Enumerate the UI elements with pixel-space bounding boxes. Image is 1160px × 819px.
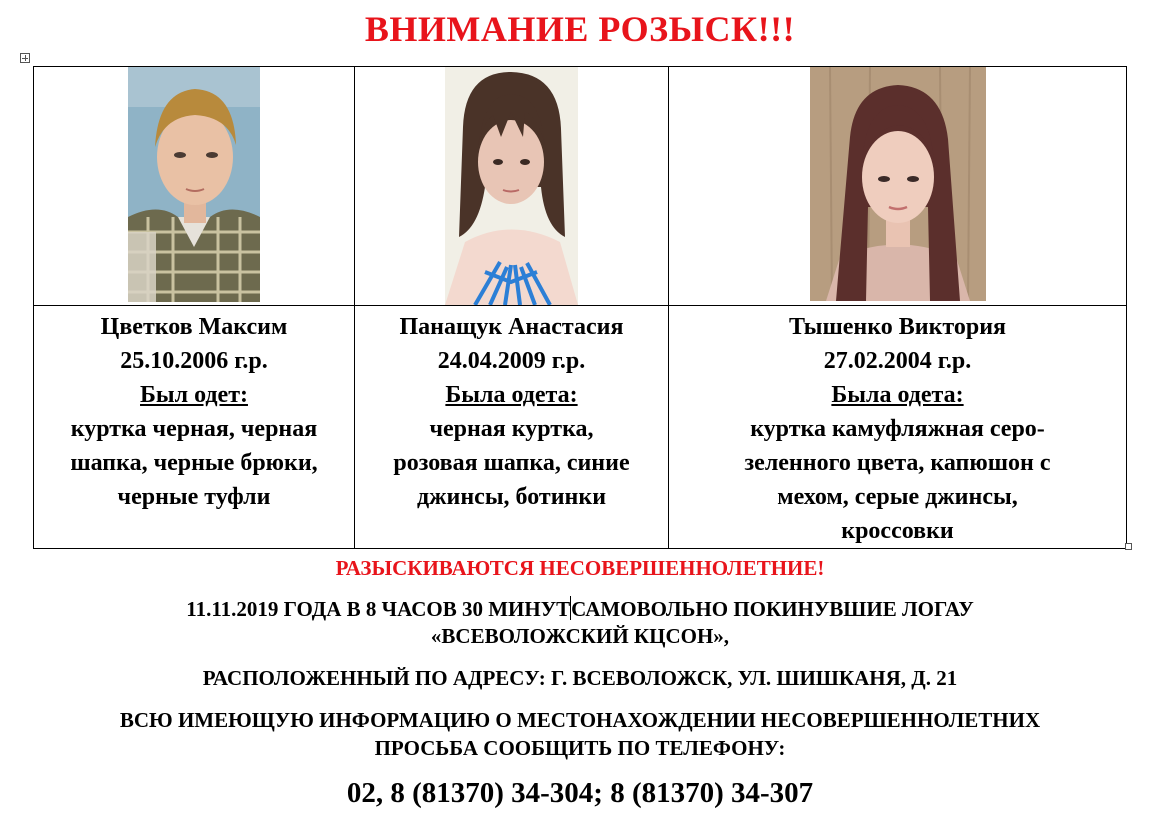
- info-cell-3: [669, 306, 1127, 549]
- notice-line-1a: 11.11.2019 ГОДА В 8 ЧАСОВ 30 МИНУТ: [186, 597, 571, 621]
- person-dob: 27.02.2004 г.р.: [823, 348, 972, 374]
- missing-persons-table: [33, 66, 1127, 549]
- info-cell-1: [34, 306, 355, 549]
- clothing-line: розовая шапка, синие: [393, 450, 630, 476]
- clothing-label: Была одета:: [831, 382, 964, 408]
- clothing-label: Был одет:: [140, 382, 248, 408]
- clothing-label: Была одета:: [445, 382, 578, 408]
- clothing-line: джинсы, ботинки: [416, 484, 607, 510]
- photo-cell-2: [355, 67, 669, 306]
- clothing-line: черная куртка,: [429, 416, 594, 442]
- phone-numbers: 02, 8 (81370) 34-304; 8 (81370) 34-307: [346, 777, 814, 809]
- clothing-line: зеленного цвета, капюшон с: [744, 450, 1051, 476]
- person-name: Панащук Анастасия: [399, 314, 624, 340]
- clothing-line: кроссовки: [841, 518, 954, 544]
- photo-row: [34, 67, 1127, 306]
- clothing-line: мехом, серые джинсы,: [777, 484, 1018, 510]
- photo-cell-1: [34, 67, 355, 306]
- person-name: Тышенко Виктория: [788, 314, 1007, 340]
- photo-person-1: [128, 67, 260, 302]
- table-move-handle-icon[interactable]: [20, 53, 30, 63]
- photo-person-2: [445, 67, 578, 305]
- notice-heading: РАЗЫСКИВАЮТСЯ НЕСОВЕРШЕННОЛЕТНИЕ!: [335, 556, 825, 580]
- person-dob: 24.04.2009 г.р.: [437, 348, 586, 374]
- notice-line-4: ВСЮ ИМЕЮЩУЮ ИНФОРМАЦИЮ О МЕСТОНАХОЖДЕНИИ НЕСОВЕРШЕННОЛЕТНИХ: [119, 708, 1041, 732]
- info-cell-2: [355, 306, 669, 549]
- info-row: [34, 306, 1127, 549]
- notice-line-5: ПРОСЬБА СООБЩИТЬ ПО ТЕЛЕФОНУ:: [374, 736, 786, 760]
- clothing-line: черные туфли: [117, 484, 271, 510]
- person-dob: 25.10.2006 г.р.: [120, 348, 268, 374]
- table-resize-handle-icon[interactable]: [1125, 543, 1132, 550]
- notice-line-3: РАСПОЛОЖЕННЫЙ ПО АДРЕСУ: Г. ВСЕВОЛОЖСК, УЛ. ШИШКАНЯ, Д. 21: [202, 666, 958, 690]
- notice-line-2: «ВСЕВОЛОЖСКИЙ КЦСОН»,: [430, 624, 730, 648]
- notice-line-1: [0, 596, 1160, 622]
- photo-person-3: [810, 67, 986, 301]
- clothing-line: куртка камуфляжная серо-: [750, 416, 1045, 442]
- clothing-line: куртка черная, черная: [70, 416, 318, 442]
- clothing-line: шапка, черные брюки,: [70, 450, 318, 476]
- page-title: ВНИМАНИЕ РОЗЫСК!!!: [364, 9, 796, 49]
- person-name: Цветков Максим: [100, 314, 288, 340]
- photo-cell-3: [669, 67, 1127, 306]
- notice-line-1b: САМОВОЛЬНО ПОКИНУВШИЕ ЛОГАУ: [571, 597, 974, 621]
